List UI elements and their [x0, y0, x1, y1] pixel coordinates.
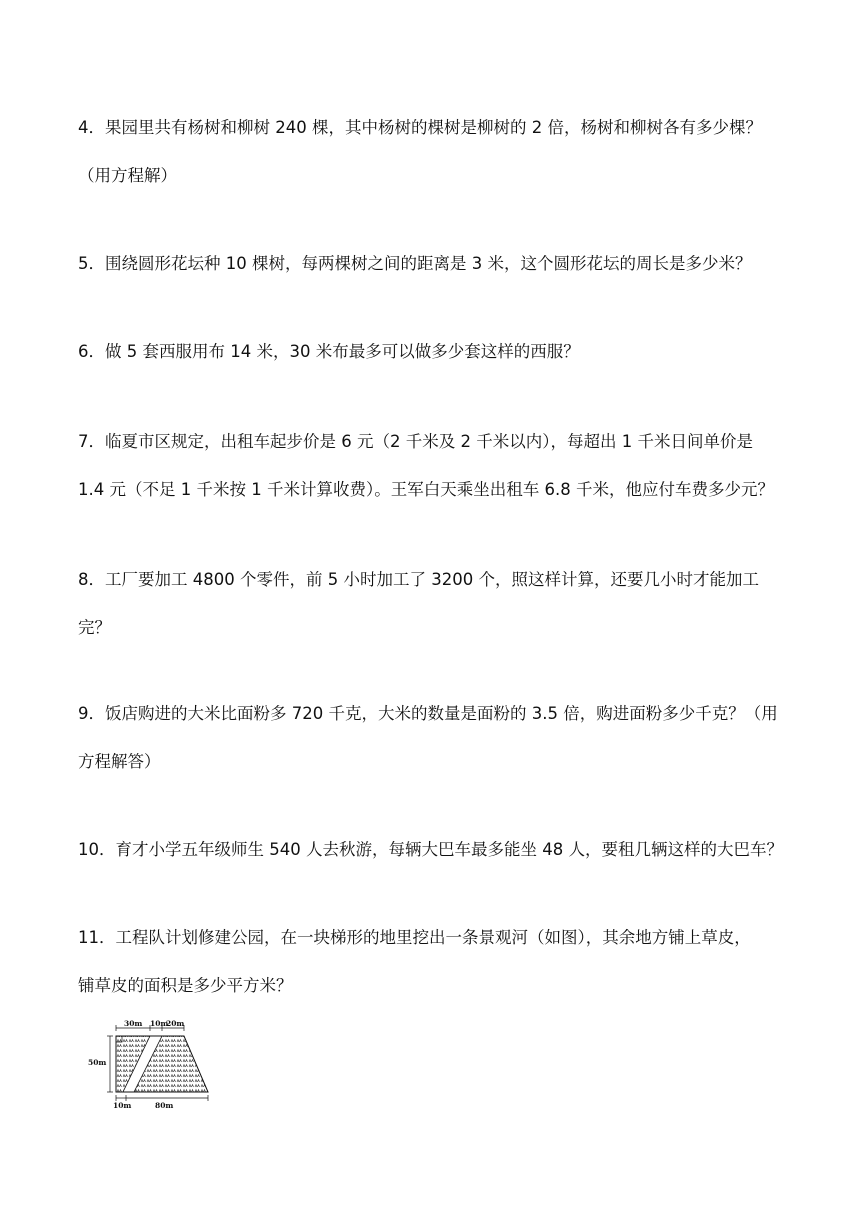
problem-line: 9．饭店购进的大米比面粉多 720 千克，大米的数量是面粉的 3.5 倍，购进面粉多少千克？（用 — [78, 704, 778, 723]
label-top-mid: 10m — [150, 1019, 169, 1028]
problem-line: （用方程解） — [78, 166, 177, 185]
problem-line: 8．工厂要加工 4800 个零件，前 5 小时加工了 3200 个，照这样计算，还要几小时才能加工 — [78, 570, 759, 589]
problem-5 — [78, 240, 790, 288]
problem-7 — [78, 418, 790, 514]
problem-line: 6．做 5 套西服用布 14 米，30 米布最多可以做多少套这样的西服？ — [78, 342, 580, 361]
label-left: 50m — [88, 1058, 107, 1067]
problem-line: 铺草皮的面积是多少平方米？ — [78, 976, 293, 995]
problem-8 — [78, 556, 790, 652]
problem-line: 4．果园里共有杨树和柳树 240 棵，其中杨树的棵树是柳树的 2 倍，杨树和柳树各有多少棵？ — [78, 118, 762, 137]
trapezoid-figure — [86, 1018, 216, 1110]
label-bottom-right: 80m — [155, 1101, 174, 1110]
problem-line: 10．育才小学五年级师生 540 人去秋游，每辆大巴车最多能坐 48 人，要租几辆这样的大巴车？ — [78, 840, 783, 859]
problem-line: 1.4 元（不足 1 千米按 1 千米计算收费）。王军白天乘坐出租车 6.8 千米，他应付车费多少元？ — [78, 480, 774, 499]
problem-11 — [78, 914, 790, 1010]
label-top-right: 20m — [166, 1019, 185, 1028]
problem-line: 7．临夏市区规定，出租车起步价是 6 元（2 千米及 2 千米以内），每超出 1 千米日间单价是 — [78, 432, 753, 451]
problem-10 — [78, 826, 790, 874]
problem-line: 方程解答） — [78, 752, 161, 771]
problem-line: 11．工程队计划修建公园，在一块梯形的地里挖出一条景观河（如图），其余地方铺上草皮， — [78, 928, 751, 947]
problem-6 — [78, 328, 790, 376]
problem-line: 完？ — [78, 618, 111, 637]
problem-9 — [78, 690, 790, 786]
problem-line: 5．围绕圆形花坛种 10 棵树，每两棵树之间的距离是 3 米，这个圆形花坛的周长是多少米？ — [78, 254, 752, 273]
label-bottom-left: 10m — [113, 1101, 132, 1110]
problem-4 — [78, 104, 790, 200]
trapezoid-diagram — [86, 1018, 216, 1110]
label-top-left: 30m — [124, 1019, 143, 1028]
